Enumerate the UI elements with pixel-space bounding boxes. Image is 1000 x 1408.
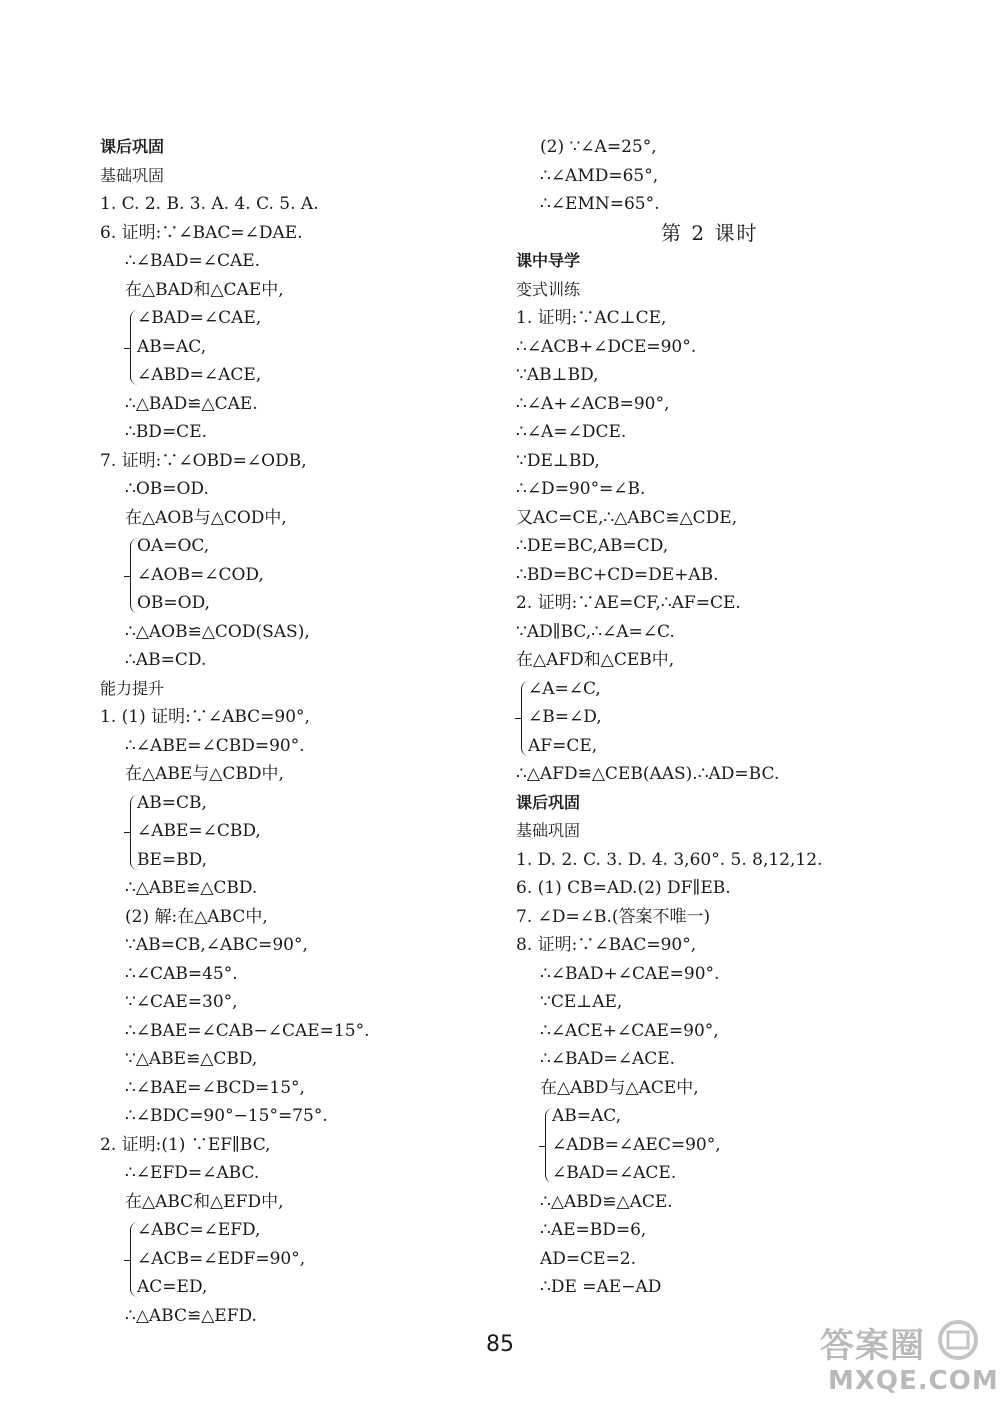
right-column-line: ∠BAD=∠ACE. (552, 1163, 677, 1183)
left-column-line: ∴OB=OD. (125, 479, 209, 499)
left-column-line: ∴∠CAB=45°. (125, 963, 238, 984)
left-column-line: (2) 解:在△ABC中, (125, 906, 268, 927)
right-column-line: ∵CE⊥AE, (540, 992, 623, 1012)
right-column-line: 基础巩固 (516, 821, 581, 840)
right-column-line: ∴DE =AE−AD (540, 1277, 662, 1297)
right-column-line: ∴∠A+∠ACB=90°, (516, 393, 670, 414)
watermark-url: MXQE.COM (828, 1366, 999, 1396)
right-column-line: 在△AFD和△CEB中, (516, 650, 675, 670)
left-column-line: ∠ACB=∠EDF=90°, (137, 1248, 306, 1269)
left-column-line: 在△AOB与△COD中, (125, 507, 287, 528)
right-column-line: ∴AE=BD=6, (540, 1220, 647, 1240)
left-column-line: ∠ABE=∠CBD, (137, 821, 261, 841)
right-column-line: 1. D. 2. C. 3. D. 4. 3,60°. 5. 8,12,12. (516, 849, 823, 870)
right-column-line: (2) ∵∠A=25°, (540, 137, 657, 157)
right-column-line: 课中导学 (516, 251, 581, 270)
left-column-line: ∴△ABE≌△CBD. (125, 878, 258, 898)
left-column-line: ∴∠ABE=∠CBD=90°. (125, 735, 305, 756)
left-column-line: 1. (1) 证明:∵∠ABC=90°, (100, 707, 310, 727)
left-column-line: ∴AB=CD. (125, 650, 207, 670)
left-column-line: ∴∠BAE=∠CAB−∠CAE=15°. (125, 1020, 370, 1041)
right-column-line: AF=CE, (528, 735, 598, 756)
right-column-line: AD=CE=2. (540, 1248, 637, 1269)
left-column-line: ∠BAD=∠CAE, (137, 308, 262, 328)
right-column-line: ∠ADB=∠AEC=90°, (552, 1134, 721, 1155)
right-column-line: 8. 证明:∵∠BAC=90°, (516, 935, 697, 955)
left-column-line: 在△BAD和△CAE中, (125, 279, 284, 300)
left-column-line: ∴∠BAE=∠BCD=15°, (125, 1077, 305, 1098)
left-column-line: 1. C. 2. B. 3. A. 4. C. 5. A. (100, 194, 319, 214)
left-column-line: OA=OC, (137, 536, 210, 556)
left-column-line: ∴∠EFD=∠ABC. (125, 1163, 260, 1183)
left-column-line: ∵AB=CB,∠ABC=90°, (125, 935, 308, 955)
right-column-line: ∵AD∥BC,∴∠A=∠C. (516, 621, 675, 642)
left-column-line: 2. 证明:(1) ∵EF∥BC, (100, 1134, 271, 1155)
right-column-line: ∵AB⊥BD, (516, 365, 599, 385)
right-column-line: 2. 证明:∵AE=CF,∴AF=CE. (516, 593, 741, 613)
right-column-line: ∠B=∠D, (528, 707, 602, 727)
right-column-line: ∴∠ACB+∠DCE=90°. (516, 336, 697, 357)
left-column-line: OB=OD, (137, 593, 211, 613)
left-column-line: 基础巩固 (100, 165, 165, 185)
brace-icon (545, 1108, 553, 1183)
brace-icon (130, 795, 138, 870)
right-column-line: 第 2 课时 (661, 220, 759, 245)
left-column-line: 课后巩固 (100, 137, 165, 156)
right-column-line: ∴∠EMN=65°. (540, 194, 660, 214)
left-column-line: ∴∠BAD=∠CAE. (125, 251, 261, 271)
left-column-line: 在△ABC和△EFD中, (125, 1191, 284, 1212)
left-column-line: AB=CB, (137, 792, 207, 813)
left-column-line: AC=ED, (137, 1277, 208, 1297)
right-column-line: 在△ABD与△ACE中, (540, 1077, 699, 1098)
left-column-line: BE=BD, (137, 849, 208, 870)
left-column-line: ∠AOB=∠COD, (137, 564, 264, 585)
left-column-line: ∴∠BDC=90°−15°=75°. (125, 1106, 328, 1126)
left-column-line: 能力提升 (100, 678, 165, 698)
right-column-line: 又AC=CE,∴△ABC≌△CDE, (516, 507, 738, 528)
left-column-line: 7. 证明:∵∠OBD=∠ODB, (100, 450, 307, 471)
right-column-line: ∴△ABD≌△ACE. (540, 1191, 673, 1212)
right-column-line: ∴BD=BC+CD=DE+AB. (516, 564, 719, 585)
page-number: 85 (486, 1332, 514, 1357)
left-column-line: ∠ABC=∠EFD, (137, 1220, 261, 1240)
left-column-line: AB=AC, (137, 336, 207, 357)
right-column-line: ∴△AFD≌△CEB(AAS).∴AD=BC. (516, 764, 780, 784)
right-column-line: 6. (1) CB=AD.(2) DF∥EB. (516, 878, 731, 898)
right-column-line: 课后巩固 (516, 792, 581, 812)
right-column-line: ∴∠D=90°=∠B. (516, 479, 646, 499)
watermark-logo (806, 1318, 999, 1400)
right-column-line: ∴∠BAD=∠ACE. (540, 1049, 676, 1069)
right-column-line: ∵DE⊥BD, (516, 450, 600, 471)
right-column-line: ∴∠ACE+∠CAE=90°, (540, 1020, 719, 1041)
right-column-line: ∠A=∠C, (528, 678, 601, 699)
left-column-line: ∴△BAD≌△CAE. (125, 393, 258, 414)
left-column-line: ∴△ABC≌△EFD. (125, 1305, 257, 1326)
watermark-logo-text: 答案圈 (820, 1326, 925, 1366)
right-column-line: AB=AC, (552, 1106, 622, 1126)
right-column-line: ∴∠BAD+∠CAE=90°. (540, 963, 720, 984)
left-column-line: 在△ABE与△CBD中, (125, 764, 284, 784)
left-column-line: ∴△AOB≌△COD(SAS), (125, 621, 310, 642)
right-column-line: ∴∠AMD=65°, (540, 165, 659, 186)
right-column-line: 7. ∠D=∠B.(答案不唯一) (516, 906, 711, 927)
brace-icon (130, 1222, 138, 1297)
right-column-line: 变式训练 (516, 279, 581, 299)
right-column-line: ∴∠A=∠DCE. (516, 422, 627, 442)
brace-icon (521, 681, 529, 756)
left-column-line: 6. 证明:∵∠BAC=∠DAE. (100, 222, 303, 243)
left-column-line: ∠ABD=∠ACE, (137, 365, 262, 385)
left-column-line: ∵△ABE≌△CBD, (125, 1049, 258, 1069)
right-column-line: 1. 证明:∵AC⊥CE, (516, 308, 667, 328)
right-column-line: ∴DE=BC,AB=CD, (516, 536, 669, 556)
brace-icon (130, 538, 138, 613)
left-column-line: ∵∠CAE=30°, (125, 992, 238, 1012)
left-column-line: ∴BD=CE. (125, 422, 208, 442)
brace-icon (130, 310, 138, 385)
